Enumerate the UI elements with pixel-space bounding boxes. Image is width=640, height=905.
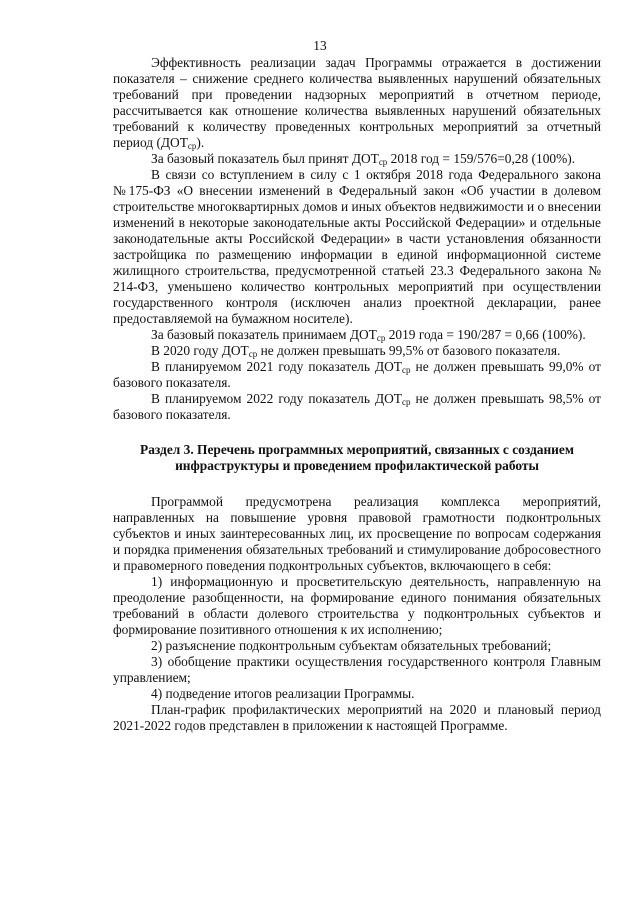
page-number: 13 bbox=[313, 38, 327, 53]
document-body bbox=[113, 55, 601, 734]
list-item: 1) информационную и просветительскую деятельность, направленную на преодоление разобщенности, на формирование единого понимания обязательных требований в области долевого строительства у подконтрольных субъектов и формирование позитивного отношения к их исполнению; bbox=[113, 574, 601, 637]
section-title: Раздел 3. Перечень программных мероприятий, связанных с созданием инфраструктуры и проведением профилактической работы bbox=[140, 442, 574, 473]
law-paragraph: В связи со вступлением в силу с 1 октября 2018 года Федерального закона №175-ФЗ «О внесении изменений в Федеральный закон «Об участии в долевом строительстве многоквартирных домов и иных объектов недвижимости и о внесении изменений в некоторые законодательные акты Российской Федерации» и отдельные законодательные акты Российской Федерации» в части установления обязанности застройщика по размещению информации в единой информационной системе жилищного строительства, предусмотренной статьей 23.3 Федерального закона № 214-ФЗ, уменьшено количество контрольных мероприятий при осуществлении государственного контроля (исключен анализ проектной декларации, ранее предоставляемой на бумажном носителе). bbox=[113, 167, 601, 326]
base-2018-paragraph: За базовый показатель был принят $ДОТ_{ср}$ 2018 год = 159/576=0,28 (100%). bbox=[151, 151, 576, 167]
plan-paragraph: План-график профилактических мероприятий на 2020 и плановый период 2021-2022 годов представлен в приложении к настоящей Программе. bbox=[113, 702, 601, 733]
list-item: 3) обобщение практики осуществления государственного контроля Главным управлением; bbox=[113, 654, 601, 685]
list-item: 2) разъяснение подконтрольным субъектам обязательных требований; bbox=[151, 638, 552, 653]
year-2022-paragraph: В планируемом 2022 году показатель $ДОТ_{ср}$ не должен превышать 98,5% от базового показателя. bbox=[113, 391, 602, 422]
program-paragraph: Программой предусмотрена реализация комплекса мероприятий, направленных на повышение уровня правовой грамотности подконтрольных субъектов и иных заинтересованных лиц, их просвещение по вопросам содержания и порядка применения обязательных требований и стимулирование добросовестного и правомерного поведения подконтрольных субъектов, включающего в себя: bbox=[113, 494, 601, 573]
list-item: 4) подведение итогов реализации Программы. bbox=[151, 686, 415, 701]
year-2020-paragraph: В 2020 году $ДОТ_{ср}$ не должен превышать 99,5% от базового показателя. bbox=[151, 343, 561, 359]
year-2021-paragraph: В планируемом 2021 году показатель $ДОТ_{ср}$ не должен превышать 99,0% от базового показателя. bbox=[113, 359, 602, 390]
efficiency-paragraph: Эффективность реализации задач Программы отражается в достижении показателя – снижение среднего количества выявленных нарушений обязательных требований при проведении надзорных мероприятий в отчетном периоде, рассчитывается как отношение количества выявленных нарушений обязательных требований к количеству проведенных контрольных мероприятий за отчетный период $(ДОТ_{ср})$. bbox=[113, 55, 601, 151]
base-2019-paragraph: За базовый показатель принимаем $ДОТ_{ср}$ 2019 года = 190/287 = 0,66 (100%). bbox=[151, 327, 586, 343]
